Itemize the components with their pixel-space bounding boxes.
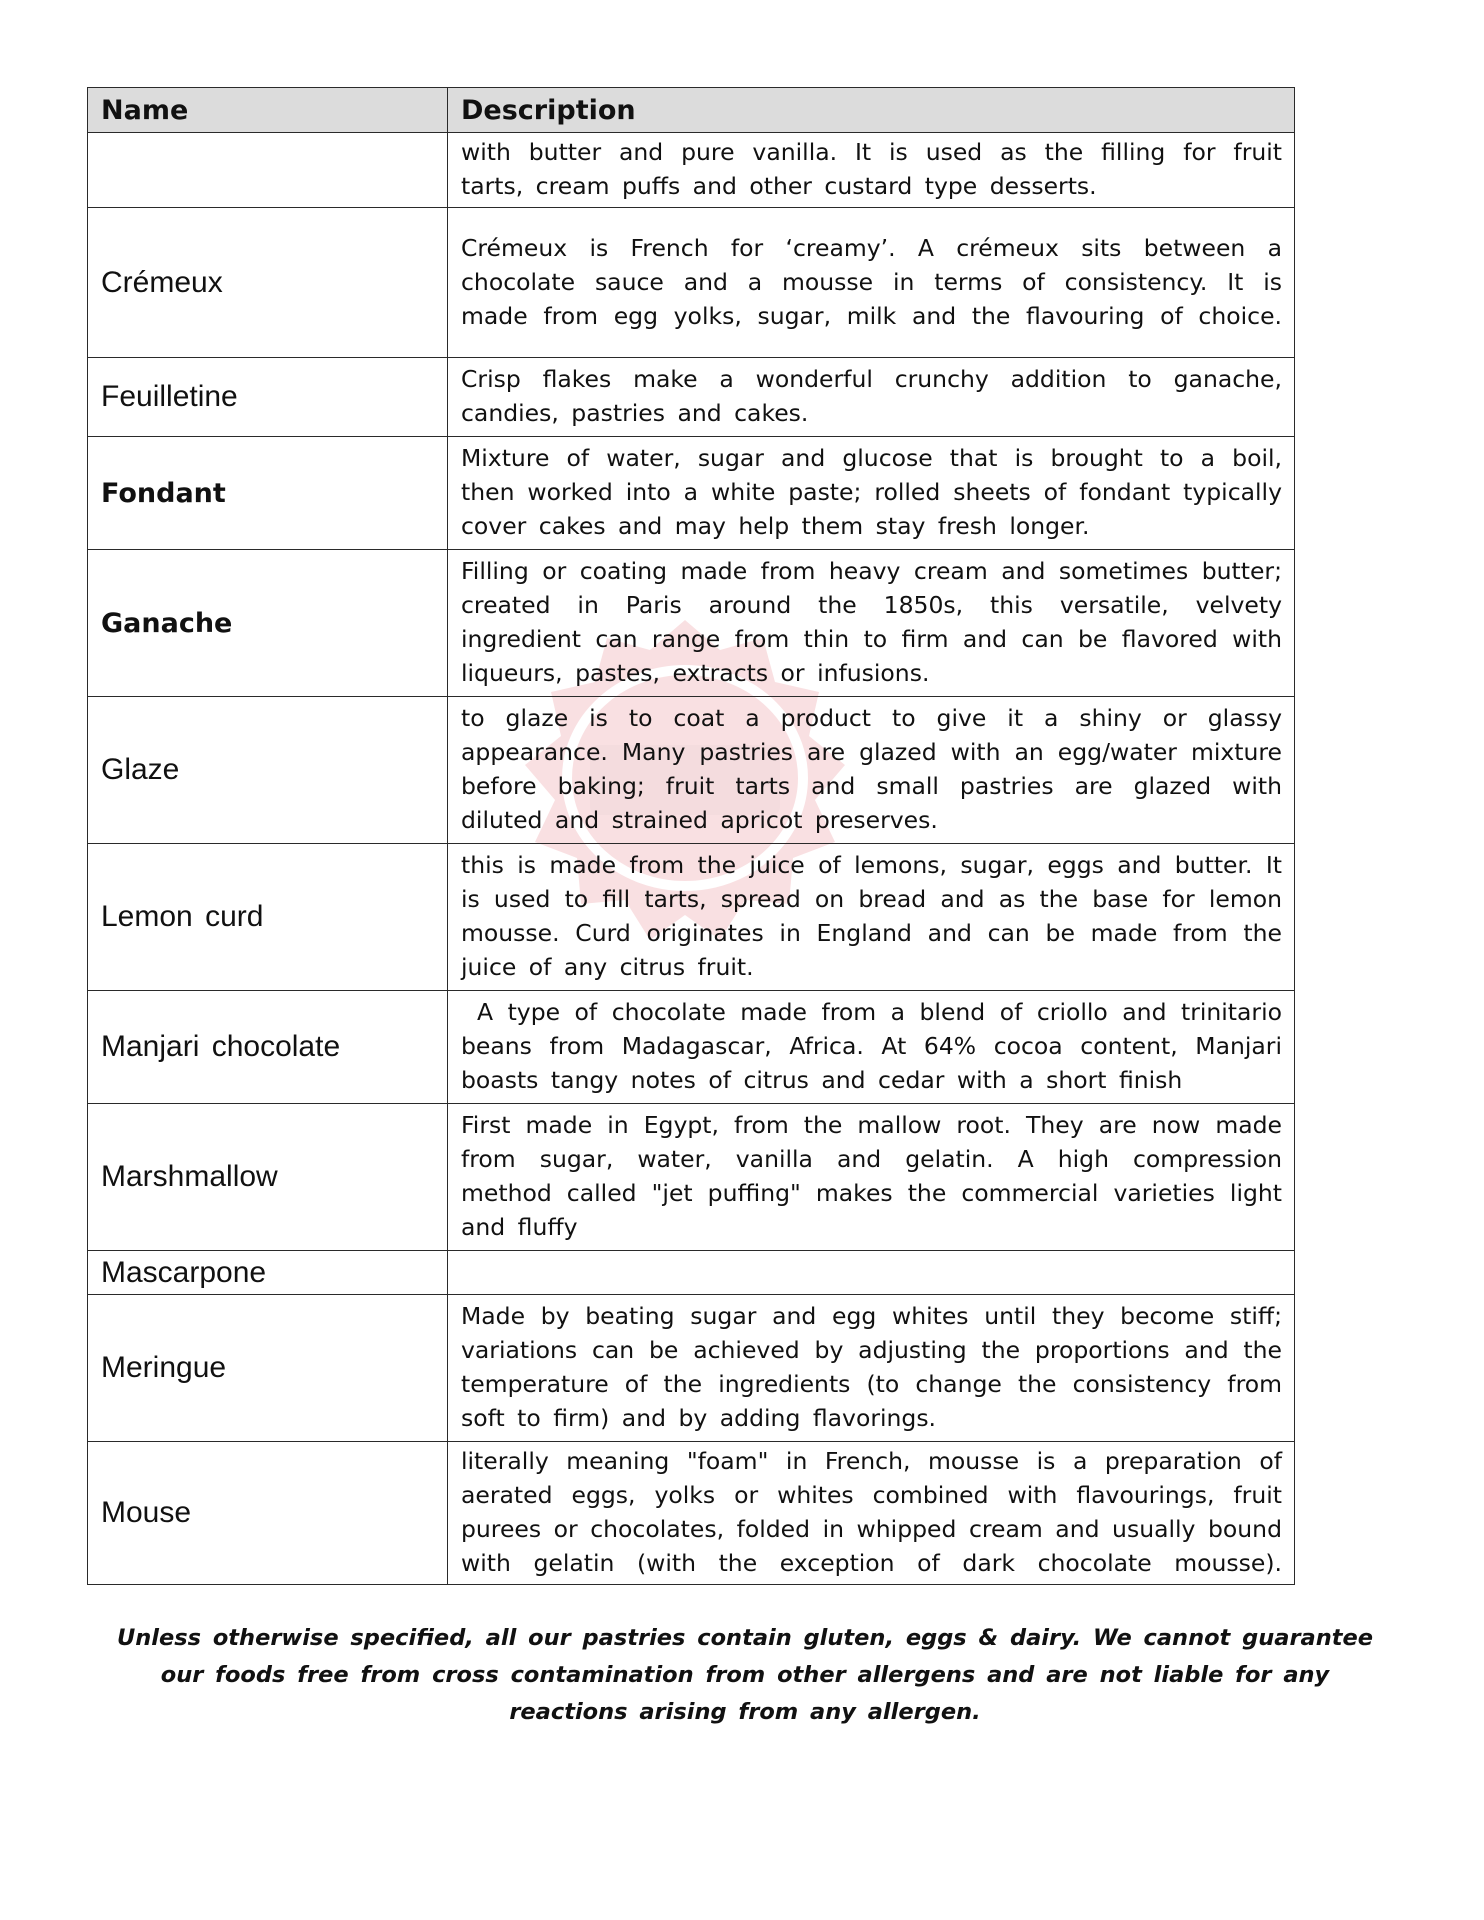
- header-name: Name: [88, 88, 448, 133]
- table-row: [88, 1295, 1295, 1442]
- term-description: Filling or coating made from heavy cream and sometimes butter; created in Paris around the 1850s, this versatile, velvety ingredient can range from thin to firm and can be flavored with liqueurs, pastes, extracts or infusions.: [448, 550, 1295, 697]
- term-description: A type of chocolate made from a blend of criollo and trinitario beans from Madagascar, Africa. At 64% cocoa content, Manjari boasts tangy notes of citrus and cedar with a short finish: [448, 991, 1295, 1104]
- term-name: Meringue: [88, 1295, 448, 1442]
- term-description: Mixture of water, sugar and glucose that is brought to a boil, then worked into a white paste; rolled sheets of fondant typically cover cakes and may help them stay fresh longer.: [448, 437, 1295, 550]
- term-name: Manjari chocolate: [88, 991, 448, 1104]
- table-row: [88, 697, 1295, 844]
- term-description: Crisp flakes make a wonderful crunchy addition to ganache, candies, pastries and cakes.: [448, 358, 1295, 437]
- header-row: [88, 88, 1295, 133]
- term-description: [448, 1251, 1295, 1295]
- term-name: [88, 133, 448, 208]
- term-name: Feuilletine: [88, 358, 448, 437]
- term-description: literally meaning "foam" in French, mousse is a preparation of aerated eggs, yolks or whites combined with flavourings, fruit purees or chocolates, folded in whipped cream and usually bound with gelatin (with the exception of dark chocolate mousse).: [448, 1442, 1295, 1585]
- term-description: this is made from the juice of lemons, sugar, eggs and butter. It is used to fill tarts, spread on bread and as the base for lemon mousse. Curd originates in England and can be made from the juice of any citrus fruit.: [448, 844, 1295, 991]
- term-description: with butter and pure vanilla. It is used as the filling for fruit tarts, cream puffs and other custard type desserts.: [448, 133, 1295, 208]
- term-description: to glaze is to coat a product to give it a shiny or glassy appearance. Many pastries are glazed with an egg/water mixture before baking; fruit tarts and small pastries are glazed with diluted and strained apricot preserves.: [448, 697, 1295, 844]
- table-row: [88, 550, 1295, 697]
- term-name: Ganache: [88, 550, 448, 697]
- term-name: Mascarpone: [88, 1251, 448, 1295]
- table-row: [88, 991, 1295, 1104]
- table-row: [88, 437, 1295, 550]
- header-description: Description: [448, 88, 1295, 133]
- term-description: First made in Egypt, from the mallow root. They are now made from sugar, water, vanilla and gelatin. A high compression method called "jet puffing" makes the commercial varieties light and fluffy: [448, 1104, 1295, 1251]
- term-name: Mouse: [88, 1442, 448, 1585]
- term-name: Lemon curd: [88, 844, 448, 991]
- term-description: Crémeux is French for ‘creamy’. A crémeux sits between a chocolate sauce and a mousse in terms of consistency. It is made from egg yolks, sugar, milk and the flavouring of choice.: [448, 208, 1295, 358]
- table-row: [88, 1442, 1295, 1585]
- table-row: [88, 208, 1295, 358]
- table-row: [88, 844, 1295, 991]
- term-name: Fondant: [88, 437, 448, 550]
- table-row: [88, 358, 1295, 437]
- allergen-disclaimer: Unless otherwise specified, all our pastries contain gluten, eggs & dairy. We cannot guarantee our foods free from cross contamination from other allergens and are not liable for any reactions arising from any allergen.: [116, 1625, 1374, 1725]
- term-name: Glaze: [88, 697, 448, 844]
- term-name: Marshmallow: [88, 1104, 448, 1251]
- table-row: [88, 1251, 1295, 1295]
- table-row: [88, 133, 1295, 208]
- term-name: Crémeux: [88, 208, 448, 358]
- glossary-table: [87, 87, 1295, 1585]
- table-row: [88, 1104, 1295, 1251]
- term-description: Made by beating sugar and egg whites until they become stiff; variations can be achieved by adjusting the proportions and the temperature of the ingredients (to change the consistency from soft to firm) and by adding flavorings.: [448, 1295, 1295, 1442]
